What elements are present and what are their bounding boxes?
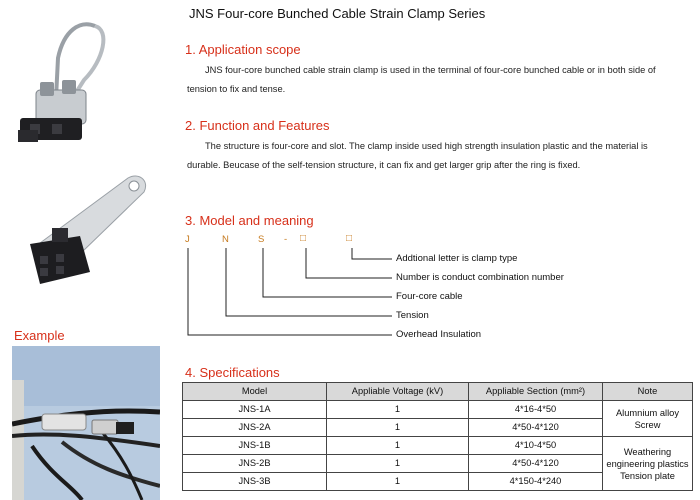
meaning-combination-number: Number is conduct combination number [396, 272, 564, 283]
section-4-heading: 4. Specifications [185, 365, 280, 380]
cell-section: 4*50-4*120 [469, 455, 603, 473]
section-3-heading: 3. Model and meaning [185, 213, 314, 228]
cell-note-a: Alumnium alloy Screw [603, 401, 693, 437]
section-1-heading: 1. Application scope [185, 42, 301, 57]
cell-model: JNS-1A [183, 401, 327, 419]
section-1-text: JNS four-core bunched cable strain clamp is used in the terminal of four-core bunched cable or in both side of tension to fix and tense. [187, 65, 656, 94]
cell-model: JNS-1B [183, 437, 327, 455]
cell-section: 4*50-4*120 [469, 419, 603, 437]
cell-model: JNS-2B [183, 455, 327, 473]
table-header-row [183, 383, 693, 401]
cell-voltage: 1 [327, 401, 469, 419]
cell-voltage: 1 [327, 419, 469, 437]
header-voltage: Appliable Voltage (kV) [327, 383, 469, 401]
table-row [183, 401, 693, 419]
header-section: Appliable Section (mm²) [469, 383, 603, 401]
cell-voltage: 1 [327, 437, 469, 455]
code-box-2: □ [346, 233, 353, 244]
cell-note-b: Weathering engineering plastics Tension plate [603, 437, 693, 491]
cell-model: JNS-3B [183, 473, 327, 491]
section-2-text: The structure is four-core and slot. The clamp inside used high strength insulation plastic and the material is durable. Beucase of the self-tension structure, it can fix and get larger grip after the ring is fixed. [187, 141, 648, 170]
cell-voltage: 1 [327, 455, 469, 473]
cell-section: 4*150-4*240 [469, 473, 603, 491]
section-2-heading: 2. Function and Features [185, 118, 330, 133]
code-letter-s: S [258, 234, 265, 245]
page-title: JNS Four-core Bunched Cable Strain Clamp Series [189, 6, 486, 21]
header-model: Model [183, 383, 327, 401]
code-dash: - [284, 234, 288, 245]
code-letter-j: J [185, 234, 190, 245]
meaning-overhead-insulation: Overhead Insulation [396, 329, 482, 340]
meaning-four-core-cable: Four-core cable [396, 291, 463, 302]
specifications-table [182, 382, 693, 491]
code-box-1: □ [300, 233, 307, 244]
table-row [183, 437, 693, 455]
cell-section: 4*16-4*50 [469, 401, 603, 419]
cell-model: JNS-2A [183, 419, 327, 437]
cell-voltage: 1 [327, 473, 469, 491]
header-note: Note [603, 383, 693, 401]
example-label: Example [14, 328, 65, 343]
meaning-clamp-type: Addtional letter is clamp type [396, 253, 518, 264]
code-letter-n: N [222, 234, 229, 245]
cell-section: 4*10-4*50 [469, 437, 603, 455]
meaning-tension: Tension [396, 310, 429, 321]
